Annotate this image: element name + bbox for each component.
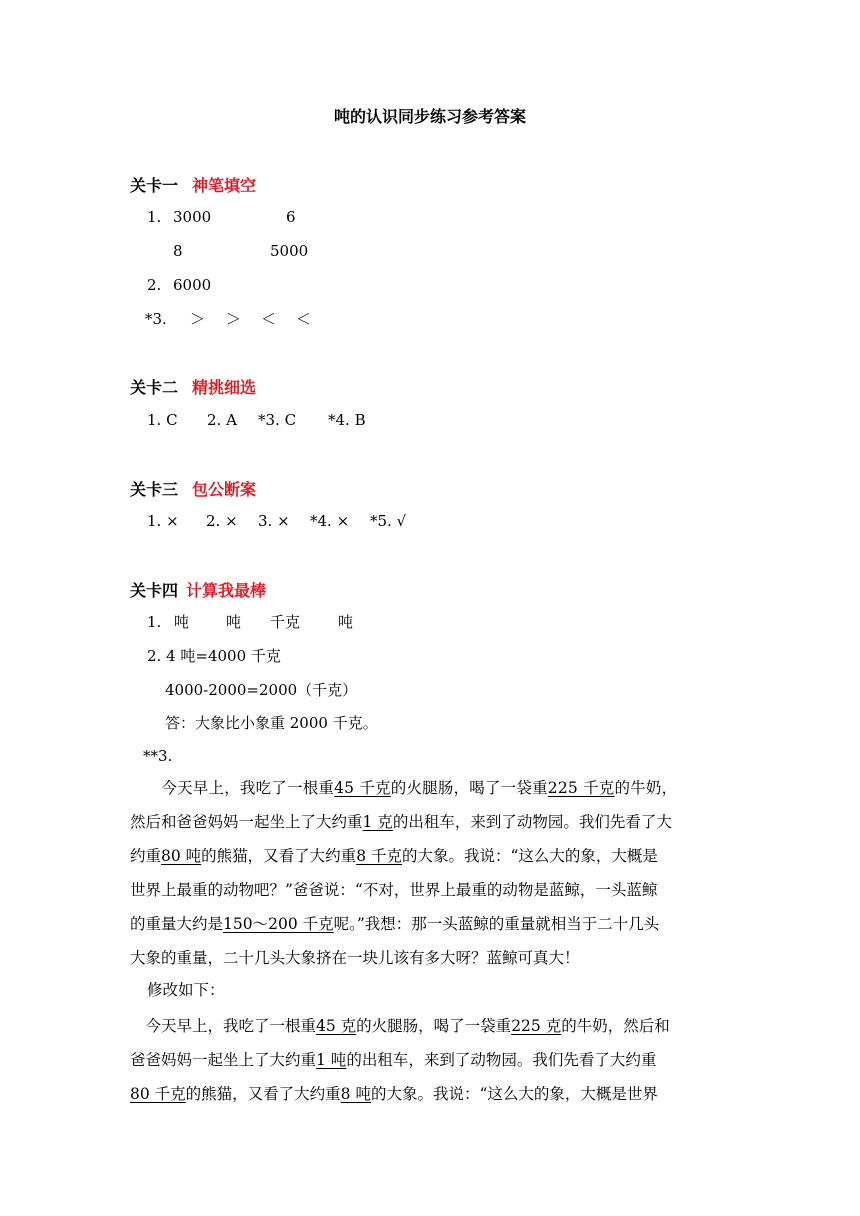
s3-q5: *5. √ [370, 512, 407, 530]
s1-q3-a1: ＞ [190, 310, 206, 328]
s1-q2-a1: 6000 [173, 276, 212, 294]
s4-q1-a3: 千克 [270, 613, 301, 631]
story-line-4: 世界上最重的动物吧？”爸爸说：“不对，世界上最重的动物是蓝鲸，一头蓝鲸 [130, 881, 658, 899]
s1-q1-a3: 8 [173, 242, 183, 260]
story-line-6: 大象的重量，二十几头大象挤在一块儿该有多大呀？蓝鲸可真大！ [130, 949, 580, 967]
section-name: 精挑细选 [192, 378, 257, 397]
s4-q1-a4: 吨 [338, 613, 354, 631]
s1-q2-num: 2. [147, 276, 162, 294]
s1-q1-a1: 3000 [173, 208, 212, 226]
page-title: 吨的认识同步练习参考答案 [333, 107, 526, 126]
section-label: 关卡二 [130, 378, 179, 397]
s3-q3: 3. × [258, 512, 290, 530]
s1-q3-a4: ＜ [296, 310, 312, 328]
s3-q1: 1. × [147, 512, 179, 530]
s2-q3: *3. C [258, 411, 297, 429]
section-label: 关卡一 [130, 176, 179, 195]
modified-line-1: 今天早上，我吃了一根重45 克的火腿肠，喝了一袋重225 克的牛奶，然后和 [130, 1017, 670, 1035]
s4-q2-answer: 答：大象比小象重 2000 千克。 [165, 714, 378, 732]
section-name: 计算我最棒 [186, 581, 267, 600]
s4-q1-num: 1. [147, 613, 162, 631]
section-3-heading [130, 477, 256, 500]
story-line-5: 的重量大约是150～200 千克呢。”我想：那一头蓝鲸的重量就相当于二十几头 [130, 915, 660, 933]
modified-line-2: 爸爸妈妈一起坐上了大约重1 吨的出租车，来到了动物园。我们先看了大约重 [130, 1051, 657, 1069]
s2-q1: 1. C [147, 411, 178, 429]
s3-q4: *4. × [310, 512, 350, 530]
s1-q1-a4: 5000 [270, 242, 309, 260]
s4-q2-line1: 2. 4 吨=4000 千克 [147, 647, 281, 665]
story-line-3: 约重80 吨的熊猫，又看了大约重8 千克的大象。我说：“这么大的象，大概是 [130, 847, 658, 865]
story-line-1: 今天早上，我吃了一根重45 千克的火腿肠，喝了一袋重225 千克的牛奶， [130, 779, 678, 797]
s4-q1-a2: 吨 [226, 613, 242, 631]
s1-q3-num: *3. [145, 310, 167, 328]
s1-q1-num: 1. [147, 208, 162, 226]
section-name: 神笔填空 [192, 176, 257, 195]
s1-q1-a2: 6 [286, 208, 296, 226]
section-label: 关卡四 [130, 581, 179, 600]
story-line-2: 然后和爸爸妈妈一起坐上了大约重1 克的出租车，来到了动物园。我们先看了大 [130, 813, 672, 831]
s3-q2: 2. × [206, 512, 238, 530]
section-name: 包公断案 [192, 480, 257, 499]
s4-q2-line2: 4000-2000=2000（千克） [165, 681, 358, 699]
s1-q3-a3: ＜ [261, 310, 277, 328]
s2-q2: 2. A [207, 411, 237, 429]
modify-label: 修改如下： [147, 981, 225, 999]
s2-q4: *4. B [328, 411, 366, 429]
section-label: 关卡三 [130, 480, 179, 499]
section-2-heading [130, 375, 256, 398]
s4-q3-num: **3. [143, 747, 173, 765]
section-4-heading [130, 578, 266, 601]
s4-q1-a1: 吨 [174, 613, 190, 631]
section-1-heading [130, 173, 256, 196]
modified-line-3: 80 千克的熊猫，又看了大约重8 吨的大象。我说：“这么大的象，大概是世界 [130, 1085, 658, 1103]
s1-q3-a2: ＞ [226, 310, 242, 328]
